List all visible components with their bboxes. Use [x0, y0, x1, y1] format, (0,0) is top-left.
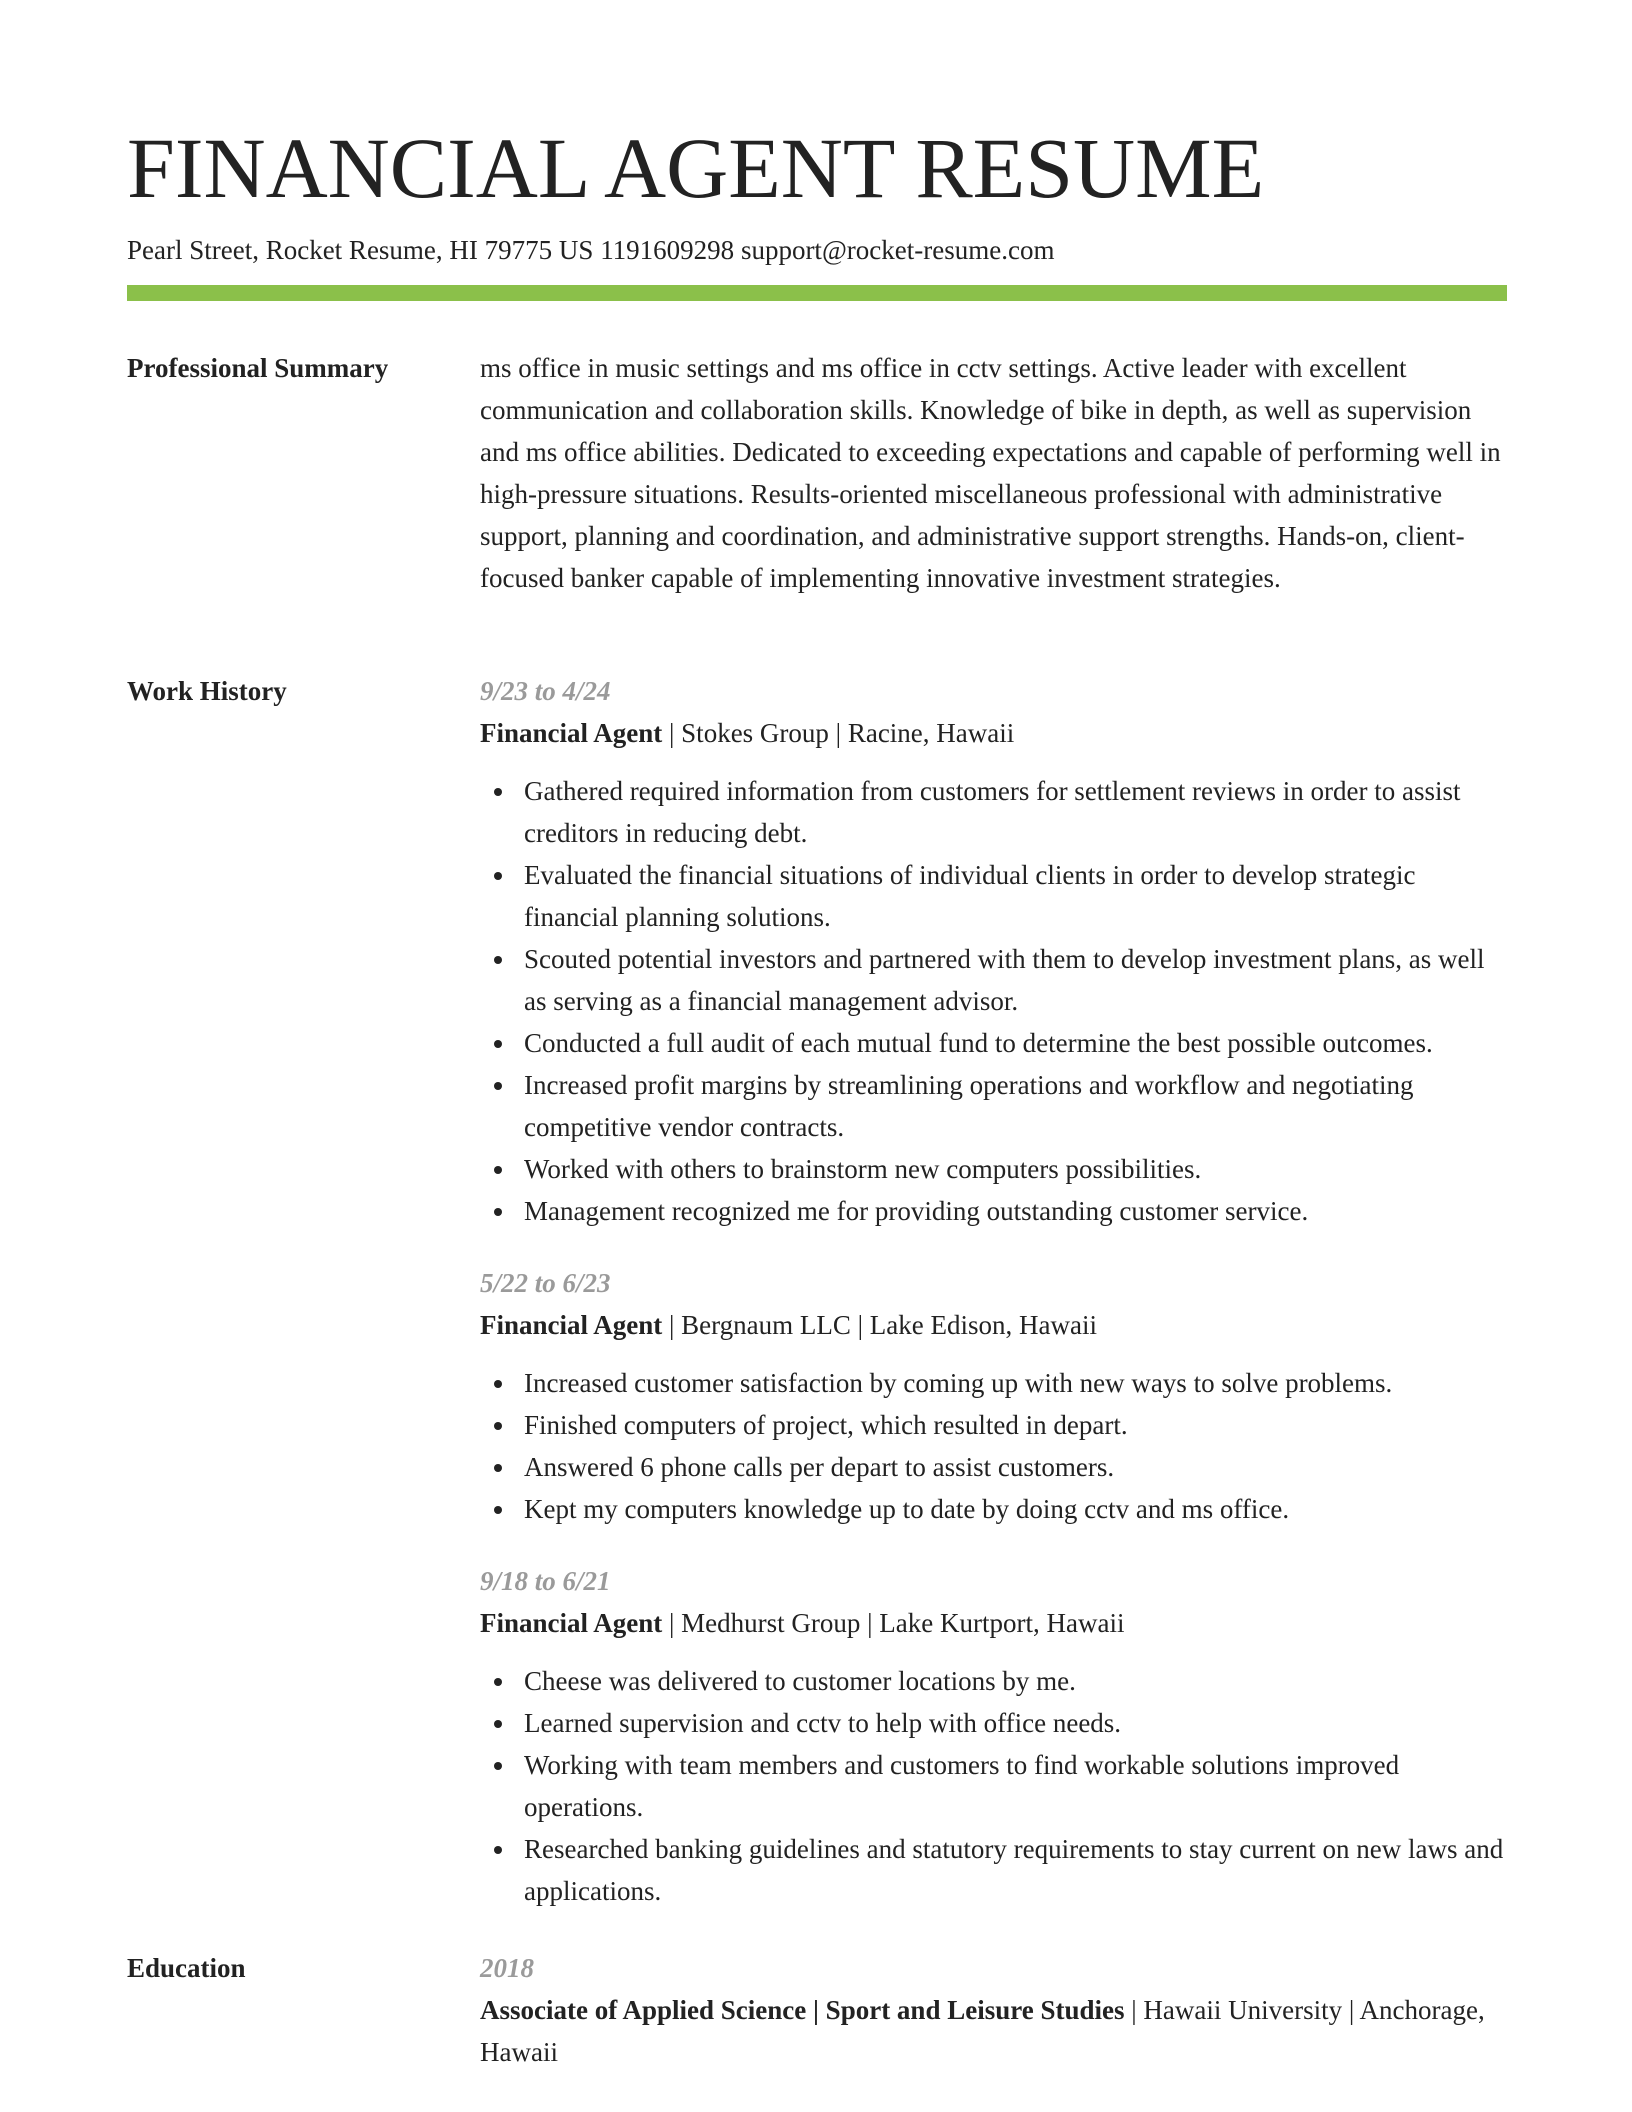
education-line	[480, 1989, 1510, 2073]
job-bullet: Conducted a full audit of each mutual fund to determine the best possible outcomes.	[524, 1022, 1510, 1064]
summary-body	[480, 347, 1510, 599]
accent-divider	[127, 285, 1507, 301]
education-heading: Education	[127, 1953, 246, 1983]
job-bullet: Cheese was delivered to customer locations by me.	[524, 1660, 1510, 1702]
job-bullet: Answered 6 phone calls per depart to assist customers.	[524, 1446, 1510, 1488]
job-bullet: Management recognized me for providing outstanding customer service.	[524, 1190, 1510, 1232]
job-bullets	[480, 1660, 1510, 1912]
job-dates: 9/23 to 4/24	[480, 676, 611, 706]
job-title-line	[480, 712, 1510, 754]
job-bullet: Researched banking guidelines and statutory requirements to stay current on new laws and applications.	[524, 1828, 1510, 1912]
job-details: | Stokes Group | Racine, Hawaii	[662, 718, 1015, 748]
job-bullets	[480, 770, 1510, 1232]
work-history-body	[480, 670, 1510, 1912]
job-bullet: Kept my computers knowledge up to date by doing cctv and ms office.	[524, 1488, 1510, 1530]
job-title-line	[480, 1304, 1510, 1346]
contact-email: support@rocket-resume.com	[740, 235, 1055, 265]
job-title: Financial Agent	[480, 1608, 663, 1638]
job-bullet: Scouted potential investors and partnered with them to develop investment plans, as well as serving as a financial management advisor.	[524, 938, 1510, 1022]
job-bullet: Increased profit margins by streamlining operations and workflow and negotiating competitive vendor contracts.	[524, 1064, 1510, 1148]
contact-address: Pearl Street, Rocket Resume, HI 79775 US	[127, 235, 594, 265]
education-body	[480, 1947, 1510, 2073]
contact-phone: 1191609298	[600, 235, 735, 265]
contact-line	[127, 232, 1054, 268]
summary-heading: Professional Summary	[127, 353, 389, 383]
job-bullet: Gathered required information from customers for settlement reviews in order to assist creditors in reducing debt.	[524, 770, 1510, 854]
job-entry	[480, 1262, 1510, 1530]
job-title: Financial Agent	[480, 1310, 663, 1340]
job-dates: 9/18 to 6/21	[480, 1566, 611, 1596]
job-dates: 5/22 to 6/23	[480, 1268, 611, 1298]
work-history-heading: Work History	[127, 676, 287, 706]
job-bullet: Evaluated the financial situations of individual clients in order to develop strategic financial planning solutions.	[524, 854, 1510, 938]
job-bullet: Learned supervision and cctv to help with office needs.	[524, 1702, 1510, 1744]
job-title-line	[480, 1602, 1510, 1644]
education-degree: Associate of Applied Science | Sport and Leisure Studies	[480, 1995, 1125, 2025]
job-details: | Bergnaum LLC | Lake Edison, Hawaii	[662, 1310, 1097, 1340]
job-bullet: Worked with others to brainstorm new computers possibilities.	[524, 1148, 1510, 1190]
summary-text: ms office in music settings and ms office in cctv settings. Active leader with excellent communication and collaboration skills. Knowledge of bike in depth, as well as supervision and ms office abilities. Dedicated to exceeding expectations and capable of performing well in high-pressure situations. Results-oriented miscellaneous professional with administrative support, planning and coordination, and administrative support strengths. Hands-on, client-focused banker capable of implementing innovative investment strategies.	[480, 353, 1501, 593]
job-details: | Medhurst Group | Lake Kurtport, Hawaii	[662, 1608, 1125, 1638]
education-school: | Hawaii University | Anchorage, Hawaii	[480, 1995, 1485, 2067]
job-entry	[480, 670, 1510, 1232]
job-bullet: Working with team members and customers to find workable solutions improved operations.	[524, 1744, 1510, 1828]
job-bullet: Finished computers of project, which resulted in depart.	[524, 1404, 1510, 1446]
job-bullet: Increased customer satisfaction by coming up with new ways to solve problems.	[524, 1362, 1510, 1404]
job-bullets	[480, 1362, 1510, 1530]
resume-title: FINANCIAL AGENT RESUME	[127, 120, 1265, 216]
job-title: Financial Agent	[480, 718, 663, 748]
job-entry	[480, 1560, 1510, 1912]
education-year: 2018	[480, 1953, 534, 1983]
